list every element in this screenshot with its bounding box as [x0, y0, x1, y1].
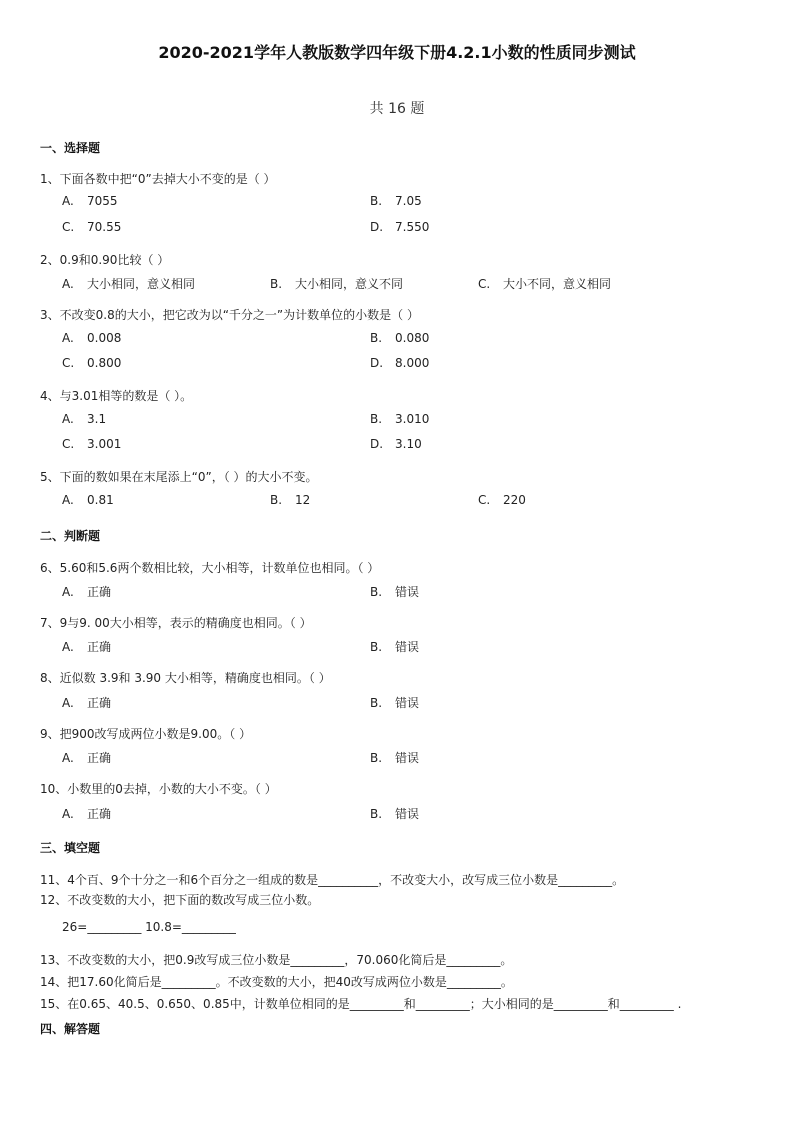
- question-5-stem: 5、下面的数如果在末尾添上“0”，（ ）的大小不变。: [40, 470, 318, 484]
- question-15: 15、在0.65、40.5、0.650、0.85中，计数单位相同的是_________和_________；大小相同的是_________和_________ .: [40, 997, 682, 1011]
- q2-option-a[interactable]: A. 大小相同，意义相同: [62, 277, 196, 291]
- question-9-stem: 9、把900改写成两位小数是9.00。（ ）: [40, 727, 252, 741]
- q5-option-a[interactable]: A. 0.81: [62, 493, 114, 507]
- q1-option-d[interactable]: D. 7.550: [370, 220, 430, 234]
- question-3-stem: 3、不改变0.8的大小，把它改为以“千分之一”为计数单位的小数是（ ）: [40, 308, 419, 322]
- q6-option-b[interactable]: B. 错误: [370, 585, 420, 599]
- q8-option-a[interactable]: A. 正确: [62, 696, 112, 710]
- q2-option-c[interactable]: C. 大小不同，意义相同: [478, 277, 612, 291]
- q3-option-d[interactable]: D. 8.000: [370, 356, 430, 370]
- q4-option-a[interactable]: A. 3.1: [62, 412, 107, 426]
- q4-option-c[interactable]: C. 3.001: [62, 437, 122, 451]
- question-6-stem: 6、5.60和5.6两个数相比较，大小相等，计数单位也相同。（ ）: [40, 561, 380, 575]
- question-4-stem: 4、与3.01相等的数是（ ）。: [40, 389, 193, 403]
- q7-option-a[interactable]: A. 正确: [62, 640, 112, 654]
- q6-option-a[interactable]: A. 正确: [62, 585, 112, 599]
- question-12-sub: 26=_________ 10.8=_________: [62, 920, 236, 934]
- section-heading-choice: 一、选择题: [40, 141, 101, 155]
- question-2-stem: 2、0.9和0.90比较（ ）: [40, 253, 170, 267]
- q3-option-a[interactable]: A. 0.008: [62, 331, 122, 345]
- q1-option-b[interactable]: B. 7.05: [370, 194, 422, 208]
- q7-option-b[interactable]: B. 错误: [370, 640, 420, 654]
- q10-option-b[interactable]: B. 错误: [370, 807, 420, 821]
- q3-option-c[interactable]: C. 0.800: [62, 356, 122, 370]
- question-1-stem: 1、下面各数中把“0”去掉大小不变的是（ ）: [40, 172, 276, 186]
- question-count: 共 16 题: [369, 101, 425, 117]
- q5-option-b[interactable]: B. 12: [270, 493, 311, 507]
- question-14: 14、把17.60化简后是_________。不改变数的大小，把40改写成两位小数是_________。: [40, 975, 513, 989]
- q9-option-a[interactable]: A. 正确: [62, 751, 112, 765]
- question-10-stem: 10、小数里的0去掉，小数的大小不变。（ ）: [40, 782, 277, 796]
- section-heading-answer: 四、解答题: [40, 1022, 101, 1036]
- q2-option-b[interactable]: B. 大小相同，意义不同: [270, 277, 404, 291]
- q4-option-d[interactable]: D. 3.10: [370, 437, 422, 451]
- question-12: 12、不改变数的大小，把下面的数改写成三位小数。: [40, 893, 320, 907]
- section-heading-fill-blank: 三、填空题: [40, 841, 101, 855]
- q8-option-b[interactable]: B. 错误: [370, 696, 420, 710]
- question-13: 13、不改变数的大小，把0.9改写成三位小数是_________，70.060化简后是_________。: [40, 953, 513, 967]
- q4-option-b[interactable]: B. 3.010: [370, 412, 430, 426]
- q3-option-b[interactable]: B. 0.080: [370, 331, 430, 345]
- q9-option-b[interactable]: B. 错误: [370, 751, 420, 765]
- question-11: 11、4个百、9个十分之一和6个百分之一组成的数是__________，不改变大小，改写成三位小数是_________。: [40, 873, 625, 887]
- section-heading-judgment: 二、判断题: [40, 529, 101, 543]
- q10-option-a[interactable]: A. 正确: [62, 807, 112, 821]
- document-title: 2020-2021学年人教版数学四年级下册4.2.1小数的性质同步测试: [158, 43, 636, 62]
- question-7-stem: 7、9与9. 00大小相等，表示的精确度也相同。（ ）: [40, 616, 312, 630]
- question-8-stem: 8、近似数 3.9和 3.90 大小相等，精确度也相同。（ ）: [40, 671, 331, 685]
- q5-option-c[interactable]: C. 220: [478, 493, 526, 507]
- q1-option-c[interactable]: C. 70.55: [62, 220, 122, 234]
- q1-option-a[interactable]: A. 7055: [62, 194, 118, 208]
